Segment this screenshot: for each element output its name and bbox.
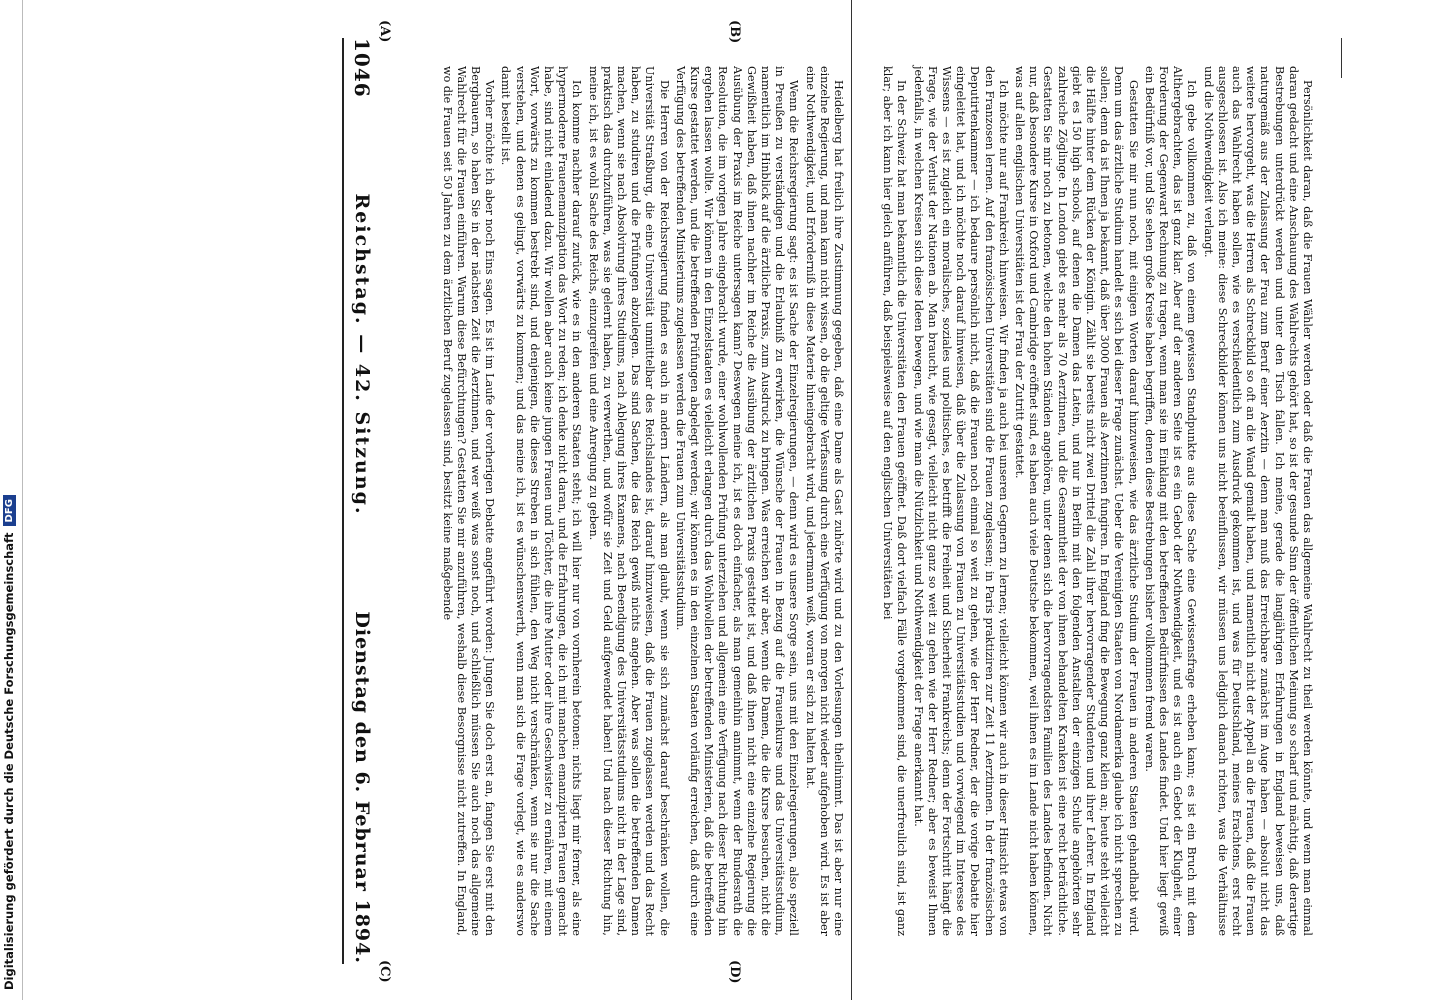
dfg-logo-icon: DFG bbox=[3, 495, 16, 526]
marker-d: (D) bbox=[727, 960, 742, 984]
column-divider bbox=[851, 0, 852, 1000]
paragraph: Ich komme nachher darauf zurück, wie es in den anderen Staaten steht; ich will hier nur von vornherein betonen: nichts liegt mir ferner, als eine hypermoderne Frauenemanzipation das Wort zu reden; ich denke nicht daran, und die Erfahrungen, die ich mit manchen emanzipirten Frauen gemacht habe, sind nicht einladend dazu. Wir wollen aber auch keine jungen Frauen und Töchter, die ihre Mutter oder ihre Geschwister zu ernähren, mit einem Wort, vorwärts zu kommen bestrebt sind, und denjenigen, die dieses Streben in sich fühlen, den Weg nicht verschränken, wenn sie nur die Sache verstehen, und denen es gelingt, vorwärts zu kommen; und das meine ich, ist es wünschenswerth, wenn man sich die Frage vorlegt, wie es anderswo damit bestellt ist. bbox=[499, 66, 584, 936]
page-header bbox=[344, 38, 380, 964]
paragraph: Persönlichkeit daran, daß die Frauen Wähler werden oder daß die Frauen das allgemeine Wahlrecht zu theil werden könnte, und wenn man einmal daran gedacht und eine Anschauung des Wahlrechts gehört hat, so ist der gesunde Sinn der öffentlichen Meinung so scharf und mächtig, daß derartige Bestrebungen unterdrückt werden und unter den Tisch fallen. Ich meine, gerade die langjährigen Erfahrungen in England beweisen uns, daß naturgemäß aus der Zulassung der Frau zum Beruf einer Aerztin — denn man muß das Erreichbare zunächst im Auge haben — absolut nicht das weitere hervorgeht, was die Herren als Schreckbild so oft an die Wand gemalt haben, und namentlich nicht der Appell an die Frauen, daß die Frauen auch das Wahlrecht haben sollen, wie es verschiedentlich zum Ausdruck gekommen ist, und was für Deutschland, meines Erachtens, erst recht ausgeschlossen ist. Also ich meine: diese Schreckbilder können uns nicht beeinflussen, wir müssen uns lediglich danach richten, was die Verhältnisse und die Nothwendigkeit verlangt. bbox=[1201, 66, 1314, 936]
left-column bbox=[382, 38, 851, 964]
bottom-rule bbox=[1341, 38, 1342, 78]
paragraph: Ich gebe vollkommen zu, daß von einem gewissen Standpunkte aus diese Sache eine Gewissensfrage erheben kann; es ist ein Bruch mit dem Althergebrachten, das ist ganz klar. Aber auf der anderen Seite ist es ein Gebot der Nothwendigkeit, und es ist auch ein Gebot der Klugheit, einer Forderung der Gegenwart Rechnung zu tragen, wenn man sie im Einklang mit den betreffenden Bedürfnissen des Landes findet. Und hier liegt gewiß ein Bedürfniß vor, und Sie sehen große Kreise haben begriffen, denen diese Bestrebungen bisher vollkommen fremd waren. bbox=[1142, 66, 1199, 936]
paragraph: Gestatten Sie mir nun noch, mit einigen Worten darauf hinzuweisen, wie das ärztliche Studium der Frauen in anderen Staaten gehandhabt wird. Denn um das ärztliche Studium handelt es sich bei dieser Frage zunächst. Ueber die Vereinigten Staaten von Nordamerika glaube ich nicht sprechen zu sollen; denn da ist Ihnen ja bekannt, daß über 3000 Frauen als Aerztinnen fungiren. In England fing die Bewegung ganz klein an; heute steht vielleicht die Hälfte hinter dem Rücken der Königin. Zählt sie bereits nicht zwei Drittel die Zahl ihrer hervorragender Studenten und ihrer Lehrer. In England giebt es 150 high schools, auf denen die Damen das Latein, und nur in Berlin mit den folgenden Anstalten der einzigen Schule angehörten sehr zahlreiche Zöglinge. In London giebt es mehr als 70 Aerztinnen, und die Gesammtheit der von ihnen behandelten Kranken ist eine recht beträchtliche. Gestatten Sie mir noch zu betonen, welche den hohen Ständen angehören, unter denen sich die hervorragendsten Familien des Landes befinden. Nicht nur, daß besondere Kurse in Oxford und Cambridge eröffnet sind, es haben auch viele Deutsche bekommen, weil ihnen es im Lande nicht haben können, was auf allen englischen Universitäten ist der Frau der Zutritt gestattet. bbox=[1012, 66, 1140, 936]
issue-date: Dienstag den 6. Februar 1894. bbox=[351, 611, 373, 964]
paragraph: Heidelberg hat freilich ihre Zustimmung gegeben, daß eine Dame als Gast zuhörte wird und zu den Vorlesungen theilnimmt. Das ist aber nur eine einzelne Regierung, und man kann nicht wissen, ob die geltige Verfassung durch eine Verfügung von morgen nicht wieder aufgehoben wird. Es ist aber eine Nothwendigkeit, und Erforderniß in diese Materie hineingebracht wird, und jedermann weiß, woran er sich zu halten hat. bbox=[803, 66, 845, 936]
paragraph: In der Schweiz hat man bekanntlich die Universitäten den Frauen geöffnet. Daß dort vielfach Fälle vorgekommen sind, die unerfreulich sind, ist ganz klar; aber ich kann hier gleich anführen, daß beispielsweise auf den englischen Universitäten bei bbox=[881, 66, 909, 936]
right-column bbox=[851, 38, 1320, 964]
header-rule bbox=[342, 38, 344, 964]
paragraph: Vorher möchte ich aber noch Eins sagen. Es ist im Laufe der vorherigen Debatte angeführt worden: Jungen Sie doch erst an, fangen Sie erst mit den Bergbauern, so haben Sie in der nächsten Zeit die Aerztinnen, und wer weiß was sonst noch, und schließlich müssen Sie auch noch das allgemeine Wahlrecht für die Frauen einführen. Warum diese Befürchtungen? Gestatten Sie mir anzuführen, weshalb diese Besorgnisse nicht zutreffen. In England, wo die Frauen seit 50 Jahren zu dem ärztlichen Beruf zugelassen sind, besitzt keine maßgebende bbox=[440, 66, 497, 936]
marker-a: (A) bbox=[377, 20, 392, 43]
paragraph: Wenn die Reichsregierung sagt: es ist Sache der Einzelregierungen, — denn wird es unsere Sorge sein, uns mit den Einzelregierungen, also speziell in Preußen zu verständigen und die Erlaubniß zu erwirken, die Wünsche der Frauen in Bezug auf die Frauenkurse und das Universitätsstudium, namentlich im Hinblick auf die ärztliche Praxis, zum Ausdruck zu bringen. Was erreichen wir aber, wenn die Damen, die die Kurse besuchen, nicht die Gewißheit haben, daß ihnen nachher im Reiche die Ausübung der ärztlichen Praxis gestattet ist, und daß ihnen nicht eine einzelne Regierung die Ausübung der Praxis im Reiche untersagen kann? Deswegen meine ich, ist es doch einfacher, als man gemeinhin annimmt, wenn der Bundesrath die Resolution, die im vorigen Jahre eingebracht wurde, einer wohlwollenden Prüfung unterziehen und allgemein eine Verfügung nach dieser Richtung hin ergehen lassen wollte. Wir können in den Einzelstaaten es vielleicht erlangen durch das Wohlwollen der betreffenden Ministerien, daß die betreffenden Kurse gestattet werden, und die betreffenden Prüfungen abgelegt werden; wir können es in den einzelnen Staaten vorläufig erreichen, daß durch eine Verfügung des betreffenden Ministeriums zugelassen werden die Frauen zum Universitätsstudium. bbox=[673, 66, 801, 936]
credit-text: Digitalisierung gefördert durch die Deutsche Forschungsgemeinschaft bbox=[2, 532, 16, 990]
marker-b: (B) bbox=[727, 20, 742, 44]
paragraph: Die Herren von der Reichsregierung finden es auch in andern Ländern, als man glaubt, wenn sie sich zunächst darauf beschränken wollen, die Universität Straßburg, die eine Universität unmittelbar des Reichslandes ist, darauf hinzuweisen, daß die Frauen zugelassen werden und das Recht haben, zu studiren und die Prüfungen abzulegen. Das sind Sachen, die das Reich gewiß nichts angehen. Aber was sollen die betreffenden Damen machen, wenn sie nach Absolvirung ihres Studiums, nach Ablegung ihres Examens, nach Beendigung des Universitätsstudiums nicht in der Lage sind, praktisch das durchzuführen, was sie gelernt haben, zu verwerthen, und wofür sie Zeit und Geld aufgewendet haben! Und nach dieser Richtung hin, meine ich, ist es wohl Sache des Reichs, einzugreifen und eine Anregung zu geben. bbox=[586, 66, 671, 936]
publication-title: Reichstag. — 42. Sitzung. bbox=[351, 193, 373, 516]
paragraph: Ich möchte nur auf Frankreich hinweisen. Wir finden ja auch bei unseren Gegnern zu lernen; vielleicht können wir auch in dieser Hinsicht etwas von den Franzosen lernen. Auf den französischen Universitäten sind die Frauen zugelassen; in Paris praktiziren zur Zeit 11 Aerztinnen. In der französischen Deputirtenkammer — ich bedaure persönlich nicht, daß die Frauen noch einmal so weit zu gehen, wie der Herr Redner, der die vorige Debatte hier eingeleitet hat, und ich möchte noch darauf hinweisen, daß über die Zulassung von Frauen zu Universitätsstudien und vorwiegend im Interesse des Wissens — es ist zugleich ein moralisches, soziales und politisches, es betrifft die Freiheit und Sicherheit Frankreichs; denn der Fortschritt hängt die Frage, wie der Verlust der Nationen ab. Man braucht, wie gesagt, vielleicht nicht ganz so weit zu gehen wie der Herr Redner; aber es beweist Ihnen jedenfalls, in welchen Kreisen sich diese Ideen bewegen, und wie man die Nützlichkeit und Nothwendigkeit der Frage anerkannt hat. bbox=[911, 66, 1010, 936]
marker-c: (C) bbox=[377, 960, 392, 983]
page-number: 1046 bbox=[350, 38, 374, 98]
